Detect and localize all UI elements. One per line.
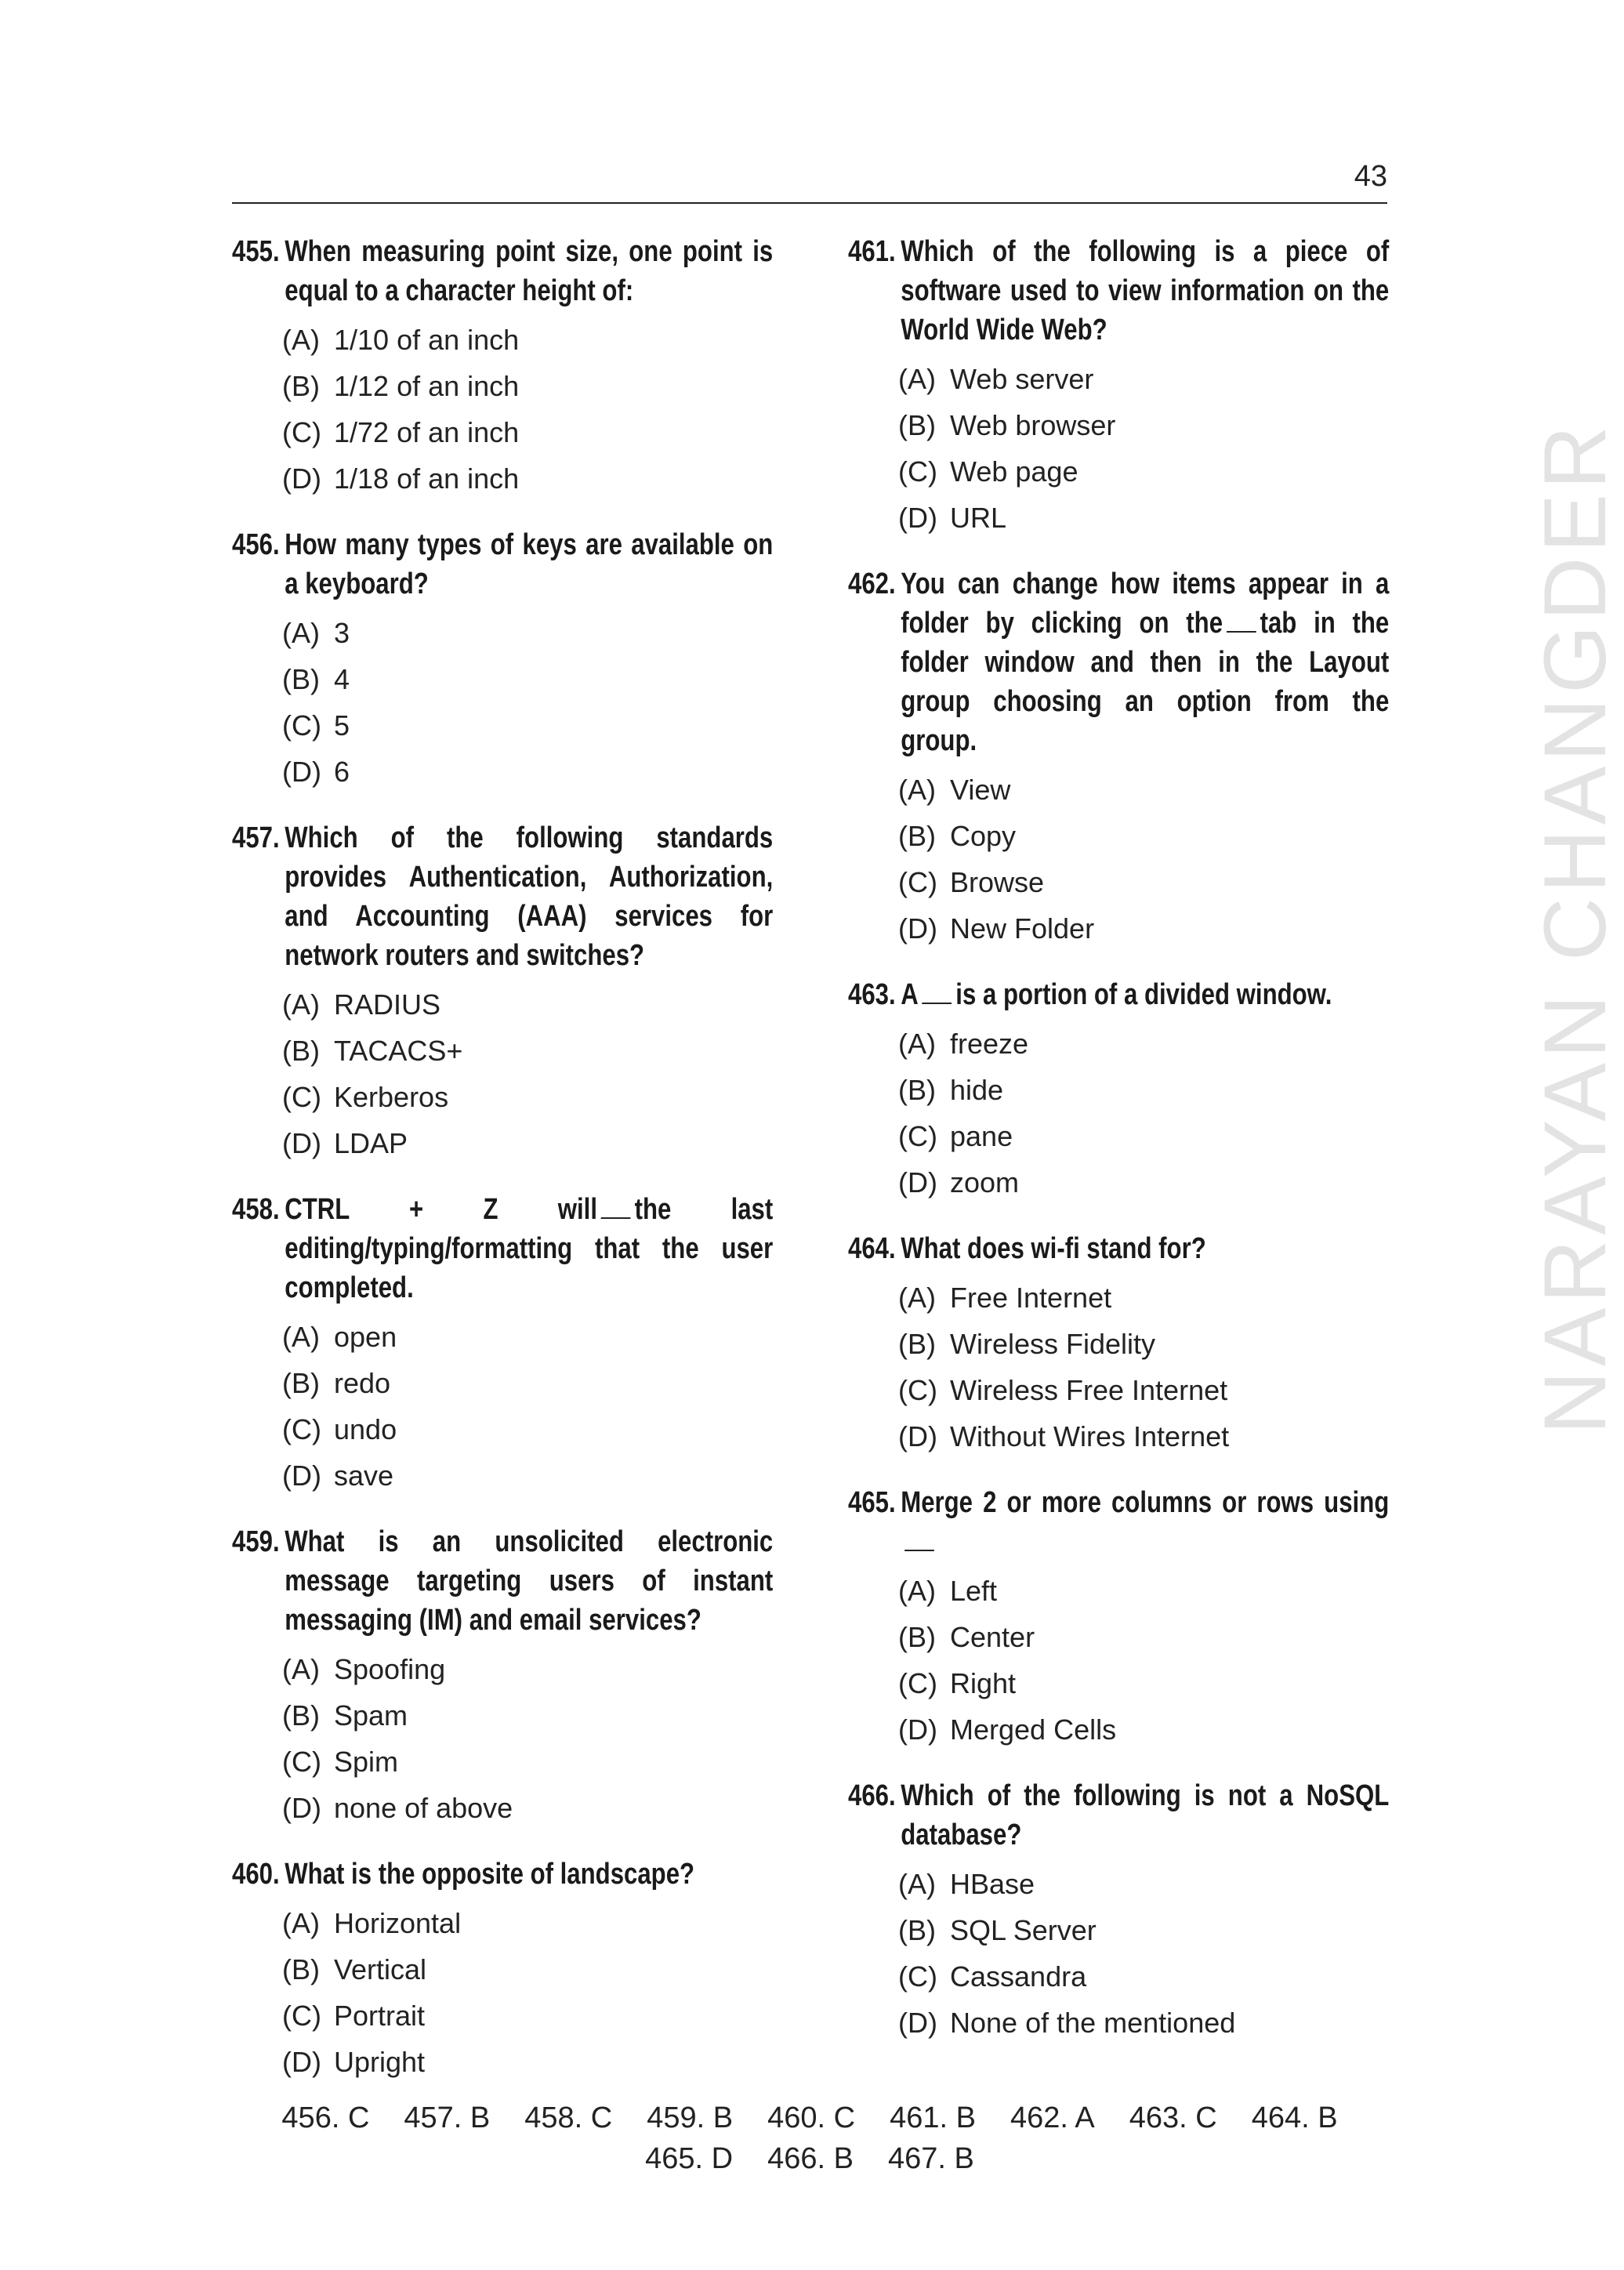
option-list: [232, 1646, 773, 1831]
option-text: Horizontal: [334, 1907, 462, 1939]
answer-key-item: 461. B: [890, 2101, 976, 2134]
option-letter: (B): [282, 1035, 320, 1067]
question-text: [285, 1522, 773, 1640]
question-text: [901, 564, 1389, 760]
question-text-after-blank: tab in the folder window and then in the Layout group choosing an option from the group.: [901, 607, 1390, 757]
question-text-content: Which of the following is a piece of software used to view information on the World Wide Web?: [901, 235, 1390, 346]
option-letter: (B): [898, 820, 936, 852]
option-item: [898, 1067, 1389, 1113]
option-letter: (B): [898, 1328, 936, 1360]
answer-key-item: 456. C: [281, 2101, 370, 2134]
option-letter: (A): [898, 1028, 936, 1060]
question-stem: [848, 1776, 1389, 1855]
option-text: Web page: [950, 455, 1078, 488]
option-item: [282, 1360, 773, 1406]
option-list: [848, 356, 1389, 541]
option-list: [232, 610, 773, 795]
option-item: [898, 1706, 1389, 1753]
question-stem: [232, 818, 773, 975]
fill-in-blank: [904, 1526, 934, 1551]
answer-key-item: 462. A: [1010, 2101, 1095, 2134]
option-text: save: [334, 1460, 394, 1492]
option-text: 5: [334, 709, 350, 742]
option-item: [898, 1159, 1389, 1206]
option-item: [898, 1021, 1389, 1067]
option-list: [848, 1861, 1389, 2046]
question-text-content: How many types of keys are available on a keyboard?: [285, 528, 774, 600]
option-item: [282, 610, 773, 656]
option-text: Merged Cells: [950, 1713, 1117, 1746]
left-column: [232, 232, 773, 2109]
question-stem: [848, 1229, 1389, 1268]
question-text: [901, 1776, 1389, 1855]
option-letter: (D): [282, 1460, 321, 1492]
option-list: [232, 1900, 773, 2085]
option-letter: (B): [282, 370, 320, 402]
question-number: 463.: [848, 978, 896, 1011]
question-stem: [848, 975, 1389, 1014]
option-text: Copy: [950, 820, 1017, 852]
option-text: 1/72 of an inch: [334, 416, 520, 448]
question-460: [232, 1855, 773, 2085]
question-text-before-blank: Merge 2 or more columns or rows using: [901, 1486, 1390, 1519]
question-text: [901, 1229, 1389, 1268]
watermark: NARAYAN CHANGDER: [1526, 421, 1624, 1434]
option-text: Spoofing: [334, 1653, 446, 1685]
option-text: New Folder: [950, 912, 1095, 945]
question-stem: [848, 232, 1389, 350]
option-text: pane: [950, 1120, 1013, 1152]
question-text-before-blank: A: [901, 978, 919, 1011]
option-item: [898, 495, 1389, 541]
answer-key-item: 458. C: [524, 2101, 613, 2134]
question-number: 466.: [848, 1779, 896, 1812]
option-letter: (B): [282, 1367, 320, 1399]
option-letter: (D): [898, 912, 937, 945]
question-stem: [232, 1522, 773, 1640]
option-letter: (C): [282, 709, 321, 742]
option-letter: (C): [282, 1081, 321, 1113]
option-list: [848, 1021, 1389, 1206]
option-text: URL: [950, 502, 1007, 534]
option-item: [282, 981, 773, 1028]
question-text-content: What does wi-fi stand for?: [901, 1232, 1206, 1265]
option-letter: (C): [282, 416, 321, 448]
question-text: [901, 232, 1389, 350]
option-letter: (A): [282, 1907, 320, 1939]
option-text: freeze: [950, 1028, 1029, 1060]
option-item: [282, 1692, 773, 1739]
option-item: [282, 2039, 773, 2085]
option-list: [232, 1314, 773, 1499]
option-text: RADIUS: [334, 988, 441, 1021]
option-letter: (B): [898, 1621, 936, 1653]
question-456: [232, 525, 773, 795]
option-text: Spam: [334, 1699, 408, 1732]
question-text: [901, 1483, 1389, 1561]
question-text: [285, 1855, 773, 1894]
option-item: [282, 1120, 773, 1166]
header-rule: [232, 202, 1387, 204]
option-text: HBase: [950, 1868, 1035, 1900]
question-text-content: What is an unsolicited electronic message targeting users of instant messaging (IM) and email services?: [285, 1525, 774, 1637]
option-letter: (A): [282, 324, 320, 356]
option-item: [282, 1646, 773, 1692]
option-text: Wireless Free Internet: [950, 1374, 1228, 1406]
question-461: [848, 232, 1389, 541]
question-text: [285, 232, 773, 310]
question-number: 462.: [848, 568, 896, 600]
right-column: [848, 232, 1389, 2069]
question-457: [232, 818, 773, 1166]
option-text: Cassandra: [950, 1960, 1087, 1993]
question-number: 459.: [232, 1525, 280, 1558]
option-letter: (A): [282, 1653, 320, 1685]
option-letter: (D): [898, 2007, 937, 2039]
option-text: Without Wires Internet: [950, 1420, 1230, 1452]
question-number: 460.: [232, 1858, 280, 1891]
question-stem: [232, 525, 773, 604]
fill-in-blank: [601, 1194, 631, 1219]
answer-key-item: 460. C: [767, 2101, 856, 2134]
question-stem: [232, 232, 773, 310]
question-text-content: Which of the following standards provides Authentication, Authorization, and Accounting (AAA) services for network routers and switches?: [285, 821, 774, 972]
option-item: [282, 1028, 773, 1074]
option-item: [282, 1739, 773, 1785]
question-stem: [848, 1483, 1389, 1561]
option-item: [898, 905, 1389, 952]
option-letter: (B): [282, 663, 320, 695]
option-letter: (A): [282, 617, 320, 649]
option-letter: (D): [898, 502, 937, 534]
question-text-after-blank: is a portion of a divided window.: [955, 978, 1332, 1011]
question-number: 455.: [232, 235, 280, 268]
option-item: [898, 1413, 1389, 1460]
option-letter: (D): [898, 1166, 937, 1198]
question-number: 464.: [848, 1232, 896, 1265]
question-text-content: When measuring point size, one point is equal to a character height of:: [285, 235, 774, 307]
question-text-before-blank: CTRL + Z will: [285, 1193, 598, 1226]
option-text: Web browser: [950, 409, 1116, 441]
option-item: [898, 1660, 1389, 1706]
option-letter: (D): [898, 1713, 937, 1746]
option-letter: (C): [282, 1413, 321, 1445]
option-text: None of the mentioned: [950, 2007, 1236, 2039]
question-463: [848, 975, 1389, 1206]
question-text: [285, 1190, 773, 1307]
option-item: [898, 1614, 1389, 1660]
option-letter: (A): [898, 1868, 936, 1900]
option-item: [282, 702, 773, 749]
option-item: [282, 1074, 773, 1120]
question-466: [848, 1776, 1389, 2046]
question-text-content: Which of the following is not a NoSQL database?: [901, 1779, 1390, 1851]
option-item: [898, 448, 1389, 495]
option-text: hide: [950, 1074, 1004, 1106]
option-text: Free Internet: [950, 1282, 1112, 1314]
answer-key-item: 465. D: [645, 2142, 734, 2175]
question-text: [901, 975, 1389, 1014]
option-text: Web server: [950, 363, 1094, 395]
option-item: [282, 749, 773, 795]
option-item: [282, 1946, 773, 1993]
question-465: [848, 1483, 1389, 1753]
option-letter: (B): [282, 1953, 320, 1985]
option-text: Vertical: [334, 1953, 427, 1985]
option-text: Right: [950, 1667, 1017, 1699]
option-letter: (B): [898, 1914, 936, 1946]
option-letter: (A): [282, 1321, 320, 1353]
option-letter: (C): [898, 1960, 937, 1993]
option-item: [898, 1907, 1389, 1953]
option-letter: (A): [898, 363, 936, 395]
option-letter: (D): [282, 462, 321, 495]
option-item: [282, 455, 773, 502]
option-item: [282, 409, 773, 455]
option-letter: (C): [898, 1374, 937, 1406]
option-letter: (A): [898, 1282, 936, 1314]
option-item: [898, 1953, 1389, 2000]
option-text: 1/10 of an inch: [334, 324, 520, 356]
answer-key-item: 463. C: [1129, 2101, 1217, 2134]
option-text: 1/18 of an inch: [334, 462, 520, 495]
question-text-after-blank: the last editing/typing/formatting that the user completed.: [285, 1193, 774, 1304]
option-text: Browse: [950, 866, 1045, 898]
option-item: [282, 1406, 773, 1452]
option-item: [898, 1321, 1389, 1367]
option-text: redo: [334, 1367, 391, 1399]
option-text: 1/12 of an inch: [334, 370, 520, 402]
answer-key-item: 457. B: [404, 2101, 491, 2134]
option-text: SQL Server: [950, 1914, 1097, 1946]
option-letter: (D): [282, 2046, 321, 2078]
option-item: [282, 363, 773, 409]
option-item: [898, 813, 1389, 859]
page-number: 43: [1354, 160, 1387, 193]
option-text: 3: [334, 617, 350, 649]
option-letter: (D): [898, 1420, 937, 1452]
question-stem: [848, 564, 1389, 760]
question-text-content: What is the opposite of landscape?: [285, 1858, 695, 1891]
option-text: open: [334, 1321, 397, 1353]
option-letter: (C): [282, 2000, 321, 2032]
question-462: [848, 564, 1389, 952]
option-item: [898, 1568, 1389, 1614]
option-item: [282, 1900, 773, 1946]
option-letter: (A): [898, 774, 936, 806]
option-letter: (C): [898, 1120, 937, 1152]
fill-in-blank: [923, 979, 952, 1004]
option-text: Spim: [334, 1746, 399, 1778]
option-text: Left: [950, 1575, 998, 1607]
option-letter: (D): [282, 1792, 321, 1824]
option-text: 4: [334, 663, 350, 695]
answer-key-item: 464. B: [1251, 2101, 1338, 2134]
option-item: [898, 1113, 1389, 1159]
option-letter: (B): [282, 1699, 320, 1732]
option-item: [898, 1367, 1389, 1413]
option-text: View: [950, 774, 1011, 806]
option-item: [282, 1993, 773, 2039]
question-number: 456.: [232, 528, 280, 561]
option-item: [898, 767, 1389, 813]
question-number: 458.: [232, 1193, 280, 1226]
answer-key-item: 459. B: [647, 2101, 734, 2134]
option-text: zoom: [950, 1166, 1020, 1198]
question-number: 465.: [848, 1486, 896, 1519]
answer-key-item: 467. B: [887, 2142, 974, 2175]
option-list: [232, 981, 773, 1166]
option-text: TACACS+: [334, 1035, 463, 1067]
option-text: Wireless Fidelity: [950, 1328, 1156, 1360]
option-letter: (A): [282, 988, 320, 1021]
option-list: [848, 1568, 1389, 1753]
option-text: Kerberos: [334, 1081, 449, 1113]
option-letter: (A): [898, 1575, 936, 1607]
option-item: [282, 317, 773, 363]
option-list: [848, 767, 1389, 952]
option-list: [232, 317, 773, 502]
option-item: [898, 1861, 1389, 1907]
option-text: undo: [334, 1413, 397, 1445]
option-letter: (B): [898, 1074, 936, 1106]
option-item: [898, 2000, 1389, 2046]
option-letter: (D): [282, 1127, 321, 1159]
question-464: [848, 1229, 1389, 1460]
option-text: none of above: [334, 1792, 513, 1824]
option-item: [898, 1275, 1389, 1321]
question-number: 457.: [232, 821, 280, 854]
answer-key: [232, 2098, 1387, 2179]
option-letter: (C): [898, 455, 937, 488]
option-text: Portrait: [334, 2000, 426, 2032]
question-text: [285, 818, 773, 975]
option-letter: (C): [898, 866, 937, 898]
option-item: [282, 1314, 773, 1360]
answer-key-item: 466. B: [767, 2142, 854, 2175]
option-letter: (D): [282, 756, 321, 788]
question-text-before-blank: You can change how items appear in a folder by clicking on the: [901, 568, 1390, 640]
option-text: Center: [950, 1621, 1035, 1653]
option-item: [282, 1785, 773, 1831]
question-stem: [232, 1190, 773, 1307]
option-text: LDAP: [334, 1127, 408, 1159]
option-text: 6: [334, 756, 350, 788]
option-item: [898, 402, 1389, 448]
option-item: [898, 859, 1389, 905]
option-text: Upright: [334, 2046, 426, 2078]
fill-in-blank: [1227, 607, 1256, 633]
question-459: [232, 1522, 773, 1831]
option-item: [282, 656, 773, 702]
question-number: 461.: [848, 235, 896, 268]
question-text: [285, 525, 773, 604]
question-455: [232, 232, 773, 502]
question-stem: [232, 1855, 773, 1894]
option-item: [898, 356, 1389, 402]
option-item: [282, 1452, 773, 1499]
question-458: [232, 1190, 773, 1499]
option-letter: (C): [282, 1746, 321, 1778]
option-list: [848, 1275, 1389, 1460]
option-letter: (C): [898, 1667, 937, 1699]
option-letter: (B): [898, 409, 936, 441]
